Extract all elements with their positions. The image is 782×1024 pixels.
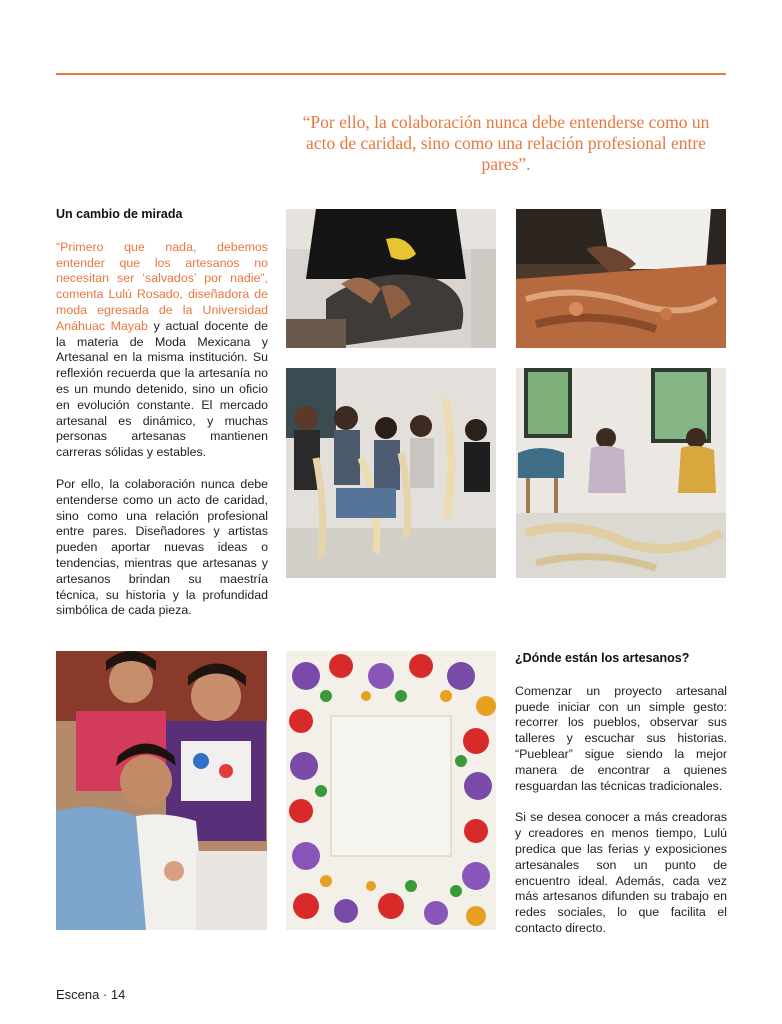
page-footer: Escena · 14 bbox=[56, 987, 126, 1002]
right-column bbox=[515, 651, 727, 953]
section-heading-artesanos: ¿Dónde están los artesanos? bbox=[515, 651, 690, 665]
photo-artisans-seated bbox=[516, 368, 726, 578]
photo-embroidered-textile bbox=[286, 651, 496, 930]
photo-fiber-workshop bbox=[286, 368, 496, 578]
top-rule bbox=[56, 73, 726, 75]
photo-wood-carving bbox=[516, 209, 726, 348]
paragraph-2: Por ello, la colaboración nunca debe entenderse como un acto de caridad, sino como una relación profesional entre pares. Diseñadores y artistas pueden aportar nuevas ideas o tendencias, mientras que artesanas y artesanos brindan su maestría técnica, su historia y la profundidad simbólica de cada pieza. bbox=[56, 476, 268, 618]
paragraph-3: Comenzar un proyecto artesanal puede iniciar con un simple gesto: recorrer los pueblos, observar sus talleres y escuchar sus historias. “Pueblear” sigue siendo la mejor manera de encontrar a quienes resguardan las técnicas tradicionales. bbox=[515, 683, 727, 793]
pull-quote: “Por ello, la colaboración nunca debe entenderse como un acto de caridad, sino como una relación profesional entre pares”. bbox=[302, 112, 710, 174]
section-heading-cambio: Un cambio de mirada bbox=[56, 207, 183, 221]
quoted-text: “Primero que nada, debemos entender que los artesanos no necesitan ser ‘salvados’ por nadie”, comenta Lulú Rosado, diseñadora de moda egresada de la Universidad Anáhuac Mayab bbox=[56, 239, 268, 333]
photo-artisan-grinding bbox=[286, 209, 496, 348]
photo-women-embroidering bbox=[56, 651, 267, 930]
paragraph-1 bbox=[56, 240, 268, 461]
paragraph-4: Si se desea conocer a más creadoras y creadores en menos tiempo, Lulú predica que las ferias y exposiciones artesanales son un punto de encuentro ideal. Además, cada vez más artesanos difunden su trabajo en redes sociales, lo que facilita el contacto directo. bbox=[515, 810, 727, 935]
paragraph-1-rest: y actual docente de la materia de Moda Mexicana y Artesanal en la misma institución. Su reflexión recuerda que la artesanía no es un mundo detenido, sino un oficio en evolución constante. El mercado artesanal es dinámico, y muchas personas artesanas mantienen carreras sólidas y estables. bbox=[56, 318, 268, 460]
left-column bbox=[56, 207, 268, 635]
